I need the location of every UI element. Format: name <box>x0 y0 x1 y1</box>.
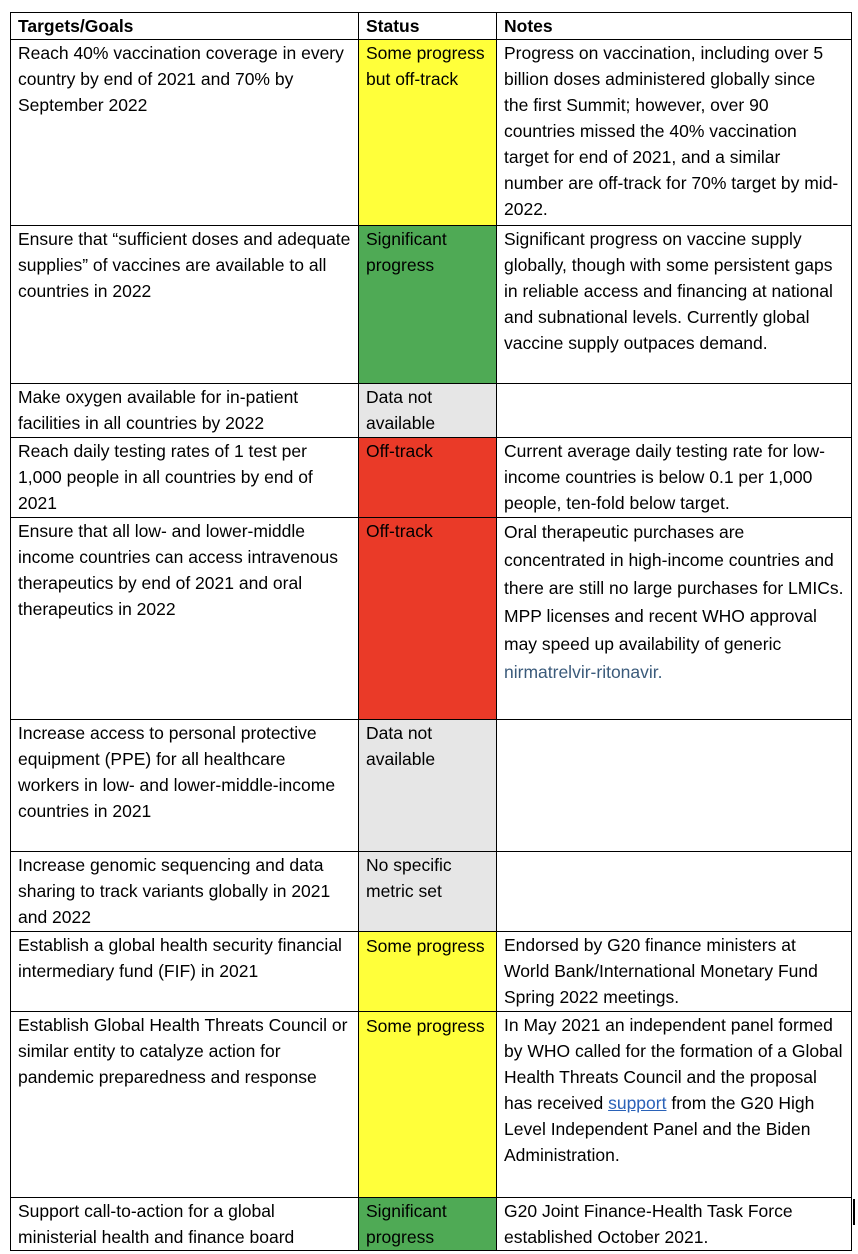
header-notes: Notes <box>497 13 852 40</box>
table-row <box>11 720 852 852</box>
table-row <box>11 226 852 384</box>
status-cell: Some progress <box>359 932 497 1012</box>
status-cell: Data not available <box>359 720 497 852</box>
notes-cell: G20 Joint Finance-Health Task Force established October 2021. <box>497 1198 852 1251</box>
page-edge-mark <box>853 1199 855 1225</box>
goal-cell: Increase access to personal protective equipment (PPE) for all healthcare workers in low- and lower-middle-income countries in 2021 <box>11 720 359 852</box>
table-row <box>11 384 852 438</box>
header-targets-goals: Targets/Goals <box>11 13 359 40</box>
notes-text: In May 2021 an independent panel formed by WHO called for the formation of a Global Health Threats Council and the proposal has received <box>504 1015 843 1113</box>
status-cell: Off-track <box>359 438 497 518</box>
goal-cell: Ensure that “sufficient doses and adequate supplies” of vaccines are available to all countries in 2022 <box>11 226 359 384</box>
header-status: Status <box>359 13 497 40</box>
goal-cell: Reach daily testing rates of 1 test per 1,000 people in all countries by end of 2021 <box>11 438 359 518</box>
notes-text-end: from the G20 High Level Independent Panel and the Biden Administration. <box>504 1093 815 1165</box>
goal-cell: Establish a global health security financial intermediary fund (FIF) in 2021 <box>11 932 359 1012</box>
table-row <box>11 518 852 720</box>
goal-cell: Increase genomic sequencing and data sharing to track variants globally in 2021 and 2022 <box>11 852 359 932</box>
drug-name-term: nirmatrelvir-ritonavir. <box>504 662 663 682</box>
status-cell: Some progress <box>359 1012 497 1198</box>
notes-cell: Current average daily testing rate for low-income countries is below 0.1 per 1,000 people, ten-fold below target. <box>497 438 852 518</box>
table-row <box>11 932 852 1012</box>
document-page <box>10 12 852 1251</box>
support-link[interactable]: support <box>608 1093 667 1113</box>
status-cell: Some progress but off-track <box>359 40 497 226</box>
status-cell: Significant progress <box>359 226 497 384</box>
goal-cell: Establish Global Health Threats Council or similar entity to catalyze action for pandemic preparedness and response <box>11 1012 359 1198</box>
notes-cell <box>497 518 852 720</box>
table-row <box>11 40 852 226</box>
goal-cell: Make oxygen available for in-patient facilities in all countries by 2022 <box>11 384 359 438</box>
table-row <box>11 852 852 932</box>
notes-cell: Significant progress on vaccine supply globally, though with some persistent gaps in reliable access and financing at national and subnational levels. Currently global vaccine supply outpaces demand. <box>497 226 852 384</box>
goal-cell: Support call-to-action for a global ministerial health and finance board <box>11 1198 359 1251</box>
table-row <box>11 438 852 518</box>
status-cell: Data not available <box>359 384 497 438</box>
targets-status-table <box>10 12 852 1251</box>
status-cell: Off-track <box>359 518 497 720</box>
notes-cell: Endorsed by G20 finance ministers at World Bank/International Monetary Fund Spring 2022 meetings. <box>497 932 852 1012</box>
goal-cell: Ensure that all low- and lower-middle income countries can access intravenous therapeutics by end of 2021 and oral therapeutics in 2022 <box>11 518 359 720</box>
notes-cell <box>497 384 852 438</box>
notes-text: Oral therapeutic purchases are concentrated in high-income countries and there are still no large purchases for LMICs. MPP licenses and recent WHO approval may speed up availability of generic <box>504 522 844 654</box>
notes-cell: Progress on vaccination, including over 5 billion doses administered globally since the first Summit; however, over 90 countries missed the 40% vaccination target for end of 2021, and a similar number are off-track for 70% target by mid-2022. <box>497 40 852 226</box>
goal-cell: Reach 40% vaccination coverage in every country by end of 2021 and 70% by September 2022 <box>11 40 359 226</box>
status-cell: No specific metric set <box>359 852 497 932</box>
notes-cell <box>497 720 852 852</box>
table-row <box>11 1198 852 1251</box>
notes-cell <box>497 852 852 932</box>
status-cell: Significant progress <box>359 1198 497 1251</box>
table-header-row <box>11 13 852 40</box>
notes-cell <box>497 1012 852 1198</box>
table-row <box>11 1012 852 1198</box>
